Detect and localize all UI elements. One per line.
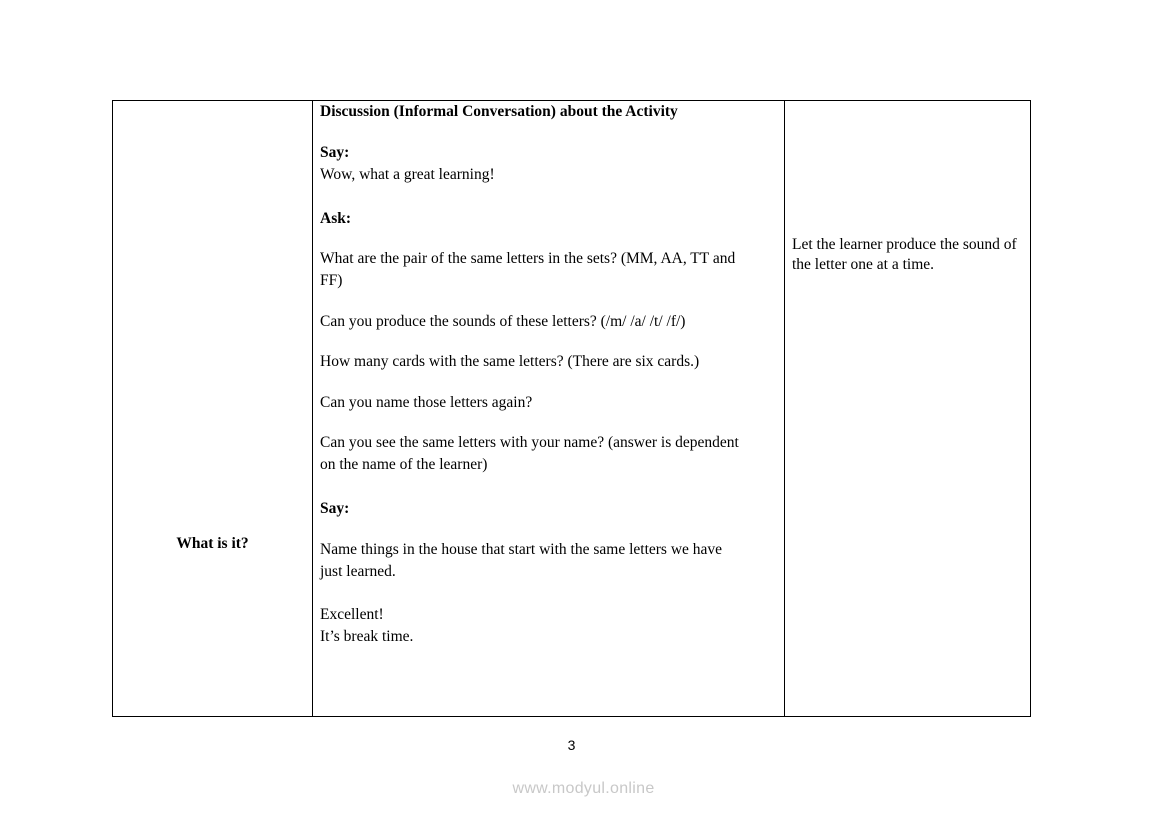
lesson-table: [112, 100, 1031, 717]
question-4: Can you name those letters again?: [320, 394, 533, 411]
procedure-heading: Discussion (Informal Conversation) about the Activity: [320, 103, 678, 120]
say-text-2-line-1: Name things in the house that start with the same letters we have: [320, 541, 723, 558]
question-3: How many cards with the same letters? (There are six cards.): [320, 353, 700, 370]
ask-label: Ask:: [320, 210, 352, 227]
say-text: Wow, what a great learning!: [320, 166, 495, 183]
closing-line-1: Excellent!: [320, 606, 384, 623]
question-5-line-1: Can you see the same letters with your name? (answer is dependent: [320, 434, 739, 451]
notes-cell: [785, 101, 1030, 716]
question-1-line-2: FF): [320, 272, 343, 289]
section-cell: [113, 101, 313, 716]
question-5-line-2: on the name of the learner): [320, 456, 488, 473]
page-number: 3: [567, 737, 576, 753]
say-text-2-line-2: just learned.: [320, 563, 396, 580]
closing-line-2: It’s break time.: [320, 628, 414, 645]
say-label: Say:: [320, 144, 350, 161]
procedure-cell: [313, 101, 785, 716]
say-label-2: Say:: [320, 500, 350, 517]
question-1-line-1: What are the pair of the same letters in the sets? (MM, AA, TT and: [320, 250, 736, 267]
section-label: What is it?: [176, 535, 249, 552]
question-2: Can you produce the sounds of these letters? (/m/ /a/ /t/ /f/): [320, 313, 686, 330]
teacher-note: Let the learner produce the sound of the letter one at a time.: [792, 236, 1017, 273]
watermark: www.modyul.online: [512, 780, 655, 797]
